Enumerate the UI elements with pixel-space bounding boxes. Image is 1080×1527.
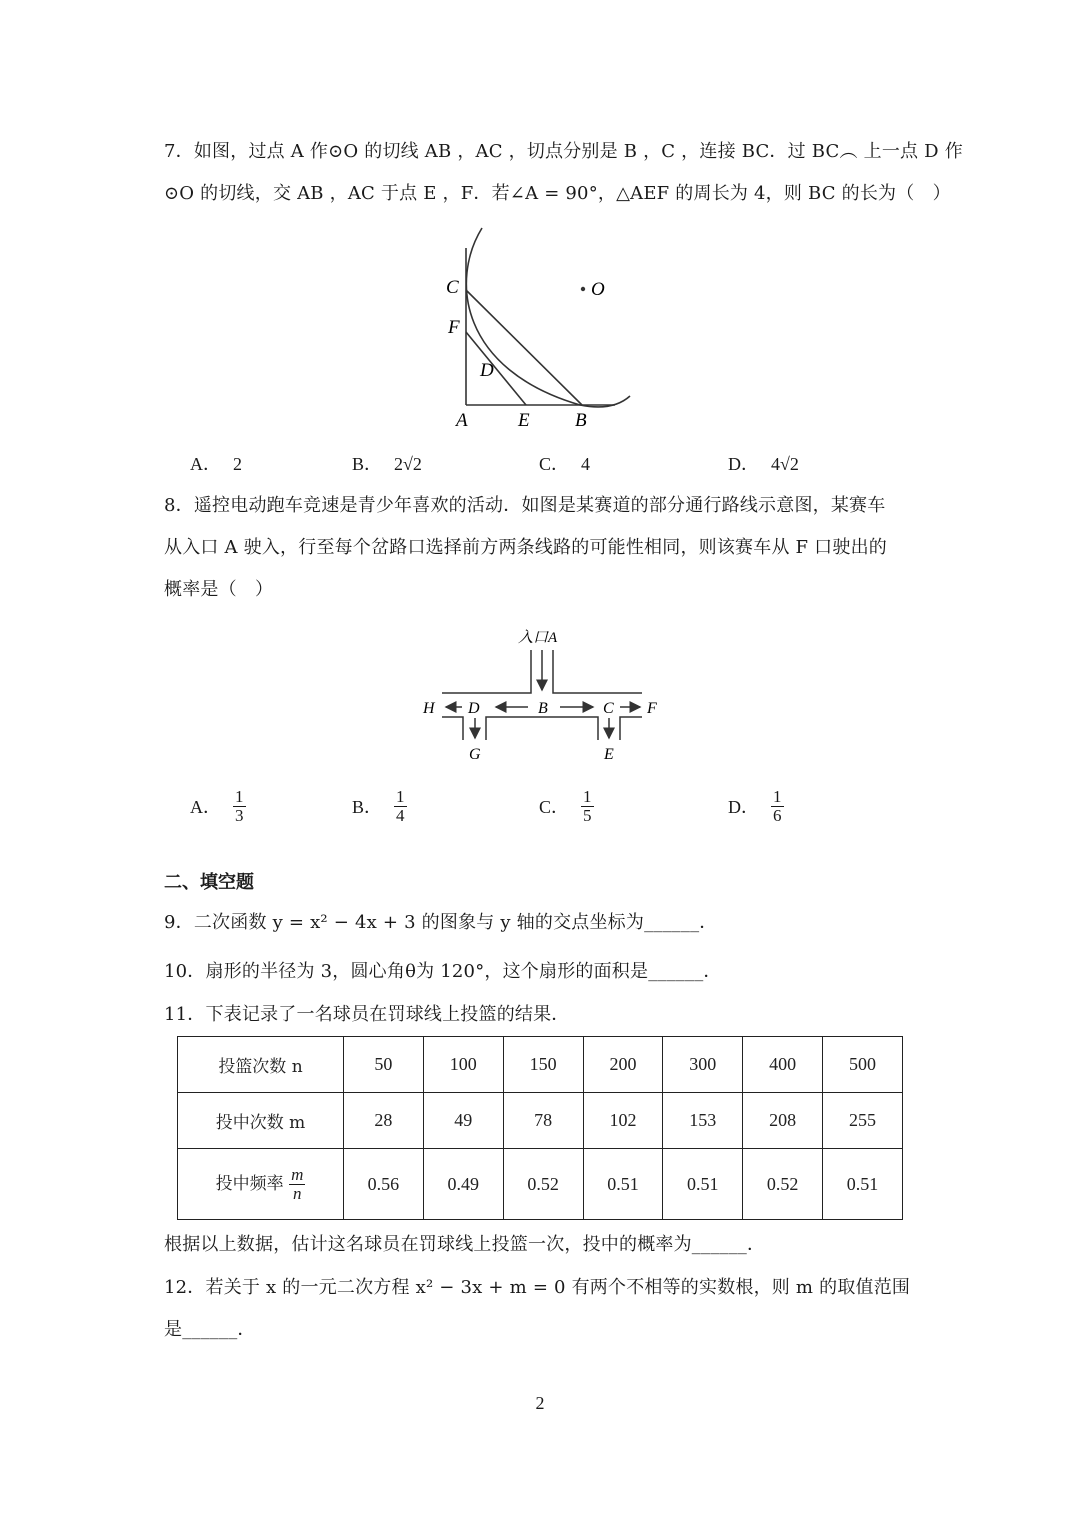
table-row: 投篮次数 n 50 100 150 200 300 400 500 bbox=[178, 1037, 903, 1093]
q11-text: 11．下表记录了一名球员在罚球线上投篮的结果． bbox=[164, 1004, 570, 1025]
q7-option-c[interactable]: C． 4 bbox=[539, 454, 591, 474]
q8-option-a[interactable]: A． $\frac{1}{3}$ bbox=[190, 787, 244, 825]
svg-text:C: C bbox=[603, 700, 614, 717]
q10-text: 10．扇形的半径为 3，圆心角θ为 120°，这个扇形的面积是______． bbox=[164, 961, 722, 982]
row-header: 投篮次数 n bbox=[178, 1037, 344, 1093]
q11-followup: 根据以上数据，估计这名球员在罚球线上投篮一次，投中的概率为______． bbox=[164, 1234, 766, 1255]
entrance-label: 入口A bbox=[518, 630, 558, 646]
q9-text: 9．二次函数 y = x² − 4x + 3 的图象与 y 轴的交点坐标为______． bbox=[164, 912, 718, 933]
q7-option-b[interactable]: B． 2√2 bbox=[352, 454, 422, 474]
page-number: 2 bbox=[535, 1393, 545, 1413]
svg-text:D: D bbox=[468, 700, 480, 717]
svg-text:B: B bbox=[538, 700, 548, 717]
svg-text:D: D bbox=[480, 360, 494, 381]
q7-geometry-figure bbox=[420, 220, 650, 435]
svg-text:C: C bbox=[446, 277, 459, 298]
svg-text:E: E bbox=[518, 410, 530, 431]
svg-text:H: H bbox=[423, 700, 435, 717]
section-title: 二、填空题 bbox=[164, 872, 254, 893]
q8-option-b[interactable]: B． $\frac{1}{4}$ bbox=[352, 787, 405, 825]
svg-text:F: F bbox=[647, 700, 657, 717]
q7-text-line2: ⊙O 的切线，交 AB ，AC 于点 E ，F．若∠A = 90°，△AEF 的周长为 4，则 BC 的长为（ ） bbox=[164, 183, 951, 204]
q8-option-d[interactable]: D． $\frac{1}{6}$ bbox=[728, 787, 782, 825]
q7-option-d[interactable]: D． 4√2 bbox=[728, 454, 799, 474]
q11-data-table bbox=[177, 1036, 903, 1220]
row-header: 投中次数 m bbox=[178, 1093, 344, 1149]
q8-text-line1: 8．遥控电动跑车竞速是青少年喜欢的活动．如图是某赛道的部分通行路线示意图，某赛车 bbox=[164, 495, 886, 516]
q12-text-line1: 12．若关于 x 的一元二次方程 x² − 3x + m = 0 有两个不相等的实数根，则 m 的取值范围 bbox=[164, 1277, 911, 1298]
svg-text:F: F bbox=[448, 317, 460, 338]
svg-text:A: A bbox=[456, 410, 468, 431]
q8-track-diagram bbox=[410, 620, 670, 770]
row-header: 投中频率 $\frac{m}{n}$ bbox=[178, 1149, 344, 1220]
q7-text-line1: 7．如图，过点 A 作⊙O 的切线 AB ，AC ，切点分别是 B ，C ，连接 BC．过 BC︵ 上一点 D 作 bbox=[164, 141, 963, 162]
table-row: 投中频率 $\frac{m}{n}$ 0.56 0.49 0.52 0.51 0.51 0.52 0.51 bbox=[178, 1149, 903, 1220]
svg-text:B: B bbox=[575, 410, 587, 431]
label-o: O bbox=[591, 279, 605, 300]
table-row: 投中次数 m 28 49 78 102 153 208 255 bbox=[178, 1093, 903, 1149]
svg-text:E: E bbox=[604, 746, 614, 763]
q8-option-c[interactable]: C． $\frac{1}{5}$ bbox=[539, 787, 592, 825]
q7-option-a[interactable]: A． 2 bbox=[190, 454, 242, 474]
q12-text-line2: 是______． bbox=[164, 1319, 256, 1340]
q8-text-line3: 概率是（ ） bbox=[164, 579, 274, 600]
q8-text-line2: 从入口 A 驶入，行至每个岔路口选择前方两条线路的可能性相同，则该赛车从 F 口驶出的 bbox=[164, 537, 887, 558]
svg-text:G: G bbox=[469, 746, 481, 763]
